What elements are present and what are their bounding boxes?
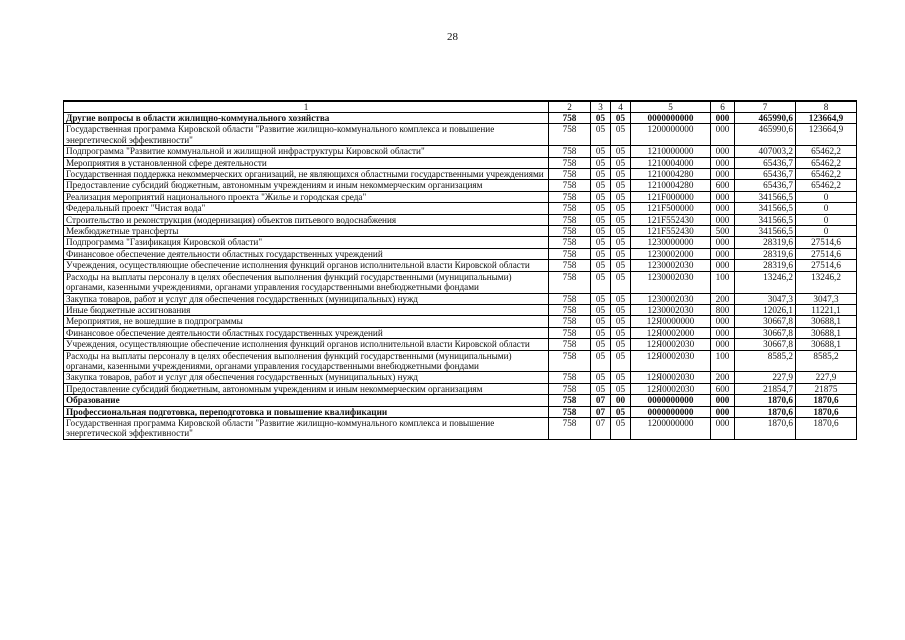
row-name-cell: Предоставление субсидий бюджетным, автономным учреждениям и иным некоммерческим организациям xyxy=(64,383,549,394)
row-amount-1-cell: 227,9 xyxy=(735,372,796,383)
row-amount-2-cell: 3047,3 xyxy=(796,293,857,304)
row-expense-type-cell: 000 xyxy=(711,214,735,225)
row-target-article-cell: 1210004280 xyxy=(631,180,711,191)
row-expense-type-cell: 000 xyxy=(711,169,735,180)
row-subsection-cell: 05 xyxy=(611,383,631,394)
row-section-cell: 05 xyxy=(591,304,611,315)
row-name-cell: Другие вопросы в области жилищно-коммунального хозяйства xyxy=(64,113,549,124)
row-amount-2-cell: 27514,6 xyxy=(796,237,857,248)
row-amount-1-cell: 1870,6 xyxy=(735,406,796,417)
row-section-cell: 05 xyxy=(591,146,611,157)
row-target-article-cell: 1230002000 xyxy=(631,248,711,259)
row-target-article-cell: 121F552430 xyxy=(631,226,711,237)
row-target-article-cell: 1230000000 xyxy=(631,237,711,248)
row-section-cell: 05 xyxy=(591,372,611,383)
column-header: 1 xyxy=(64,101,549,113)
row-amount-2-cell: 30688,1 xyxy=(796,327,857,338)
row-subsection-cell: 05 xyxy=(611,350,631,372)
row-amount-1-cell: 8585,2 xyxy=(735,350,796,372)
row-ministry-code-cell: 758 xyxy=(549,339,591,350)
row-section-cell: 05 xyxy=(591,327,611,338)
row-amount-2-cell: 65462,2 xyxy=(796,146,857,157)
row-ministry-code-cell: 758 xyxy=(549,157,591,168)
row-section-cell: 05 xyxy=(591,203,611,214)
row-amount-1-cell: 465990,6 xyxy=(735,113,796,124)
row-amount-2-cell: 0 xyxy=(796,203,857,214)
row-name-cell: Государственная поддержка некоммерческих организаций, не являющихся областными государственными учреждениями xyxy=(64,169,549,180)
row-ministry-code-cell: 758 xyxy=(549,203,591,214)
row-amount-2-cell: 1870,6 xyxy=(796,417,857,439)
row-ministry-code-cell: 758 xyxy=(549,271,591,293)
column-header: 5 xyxy=(631,101,711,113)
row-subsection-cell: 05 xyxy=(611,237,631,248)
column-header: 2 xyxy=(549,101,591,113)
row-subsection-cell: 05 xyxy=(611,372,631,383)
row-target-article-cell: 1210004280 xyxy=(631,169,711,180)
row-name-cell: Расходы на выплаты персоналу в целях обеспечения выполнения функций государственными (муниципальными) органами, казенными учреждениями, органами управления государственными внебюджетными фондами xyxy=(64,350,549,372)
row-target-article-cell: 1210004000 xyxy=(631,157,711,168)
row-amount-1-cell: 341566,5 xyxy=(735,191,796,202)
row-name-cell: Федеральный проект "Чистая вода" xyxy=(64,203,549,214)
row-section-cell: 07 xyxy=(591,406,611,417)
table-row xyxy=(64,339,857,350)
row-ministry-code-cell: 758 xyxy=(549,417,591,439)
row-section-cell: 05 xyxy=(591,316,611,327)
row-amount-1-cell: 21854,7 xyxy=(735,383,796,394)
row-target-article-cell: 12Я0002030 xyxy=(631,339,711,350)
row-name-cell: Мероприятия в установленной сфере деятельности xyxy=(64,157,549,168)
row-amount-1-cell: 28319,6 xyxy=(735,260,796,271)
row-amount-2-cell: 13246,2 xyxy=(796,271,857,293)
row-expense-type-cell: 100 xyxy=(711,271,735,293)
row-subsection-cell: 05 xyxy=(611,146,631,157)
row-amount-1-cell: 13246,2 xyxy=(735,271,796,293)
row-amount-1-cell: 341566,5 xyxy=(735,226,796,237)
row-subsection-cell: 05 xyxy=(611,203,631,214)
row-expense-type-cell: 000 xyxy=(711,157,735,168)
row-section-cell: 07 xyxy=(591,417,611,439)
row-amount-2-cell: 227,9 xyxy=(796,372,857,383)
row-amount-1-cell: 12026,1 xyxy=(735,304,796,315)
row-ministry-code-cell: 758 xyxy=(549,327,591,338)
row-amount-2-cell: 30688,1 xyxy=(796,339,857,350)
table-row xyxy=(64,146,857,157)
row-amount-2-cell: 8585,2 xyxy=(796,350,857,372)
column-header: 8 xyxy=(796,101,857,113)
row-amount-2-cell: 0 xyxy=(796,214,857,225)
row-amount-2-cell: 123664,9 xyxy=(796,113,857,124)
row-name-cell: Образование xyxy=(64,395,549,406)
table-row xyxy=(64,180,857,191)
row-expense-type-cell: 000 xyxy=(711,316,735,327)
row-section-cell: 05 xyxy=(591,271,611,293)
row-subsection-cell: 05 xyxy=(611,293,631,304)
row-expense-type-cell: 000 xyxy=(711,406,735,417)
row-amount-2-cell: 11221,1 xyxy=(796,304,857,315)
row-target-article-cell: 12Я0000000 xyxy=(631,316,711,327)
table-row xyxy=(64,237,857,248)
row-name-cell: Закупка товаров, работ и услуг для обеспечения государственных (муниципальных) нужд xyxy=(64,372,549,383)
row-amount-2-cell: 65462,2 xyxy=(796,157,857,168)
row-amount-2-cell: 1870,6 xyxy=(796,395,857,406)
row-name-cell: Подпрограмма "Развитие коммунальной и жилищной инфраструктуры Кировской области" xyxy=(64,146,549,157)
row-expense-type-cell: 000 xyxy=(711,203,735,214)
row-subsection-cell: 05 xyxy=(611,248,631,259)
row-expense-type-cell: 000 xyxy=(711,146,735,157)
row-target-article-cell: 12Я0002030 xyxy=(631,372,711,383)
row-amount-2-cell: 27514,6 xyxy=(796,260,857,271)
row-name-cell: Мероприятия, не вошедшие в подпрограммы xyxy=(64,316,549,327)
table-row xyxy=(64,417,857,439)
row-ministry-code-cell: 758 xyxy=(549,124,591,146)
row-target-article-cell: 121F000000 xyxy=(631,191,711,202)
row-target-article-cell: 0000000000 xyxy=(631,113,711,124)
row-subsection-cell: 05 xyxy=(611,113,631,124)
row-section-cell: 05 xyxy=(591,169,611,180)
row-section-cell: 05 xyxy=(591,383,611,394)
row-name-cell: Предоставление субсидий бюджетным, автономным учреждениям и иным некоммерческим организациям xyxy=(64,180,549,191)
row-target-article-cell: 0000000000 xyxy=(631,395,711,406)
row-section-cell: 05 xyxy=(591,237,611,248)
table-row xyxy=(64,271,857,293)
row-section-cell: 05 xyxy=(591,293,611,304)
row-amount-1-cell: 65436,7 xyxy=(735,157,796,168)
row-subsection-cell: 05 xyxy=(611,169,631,180)
row-ministry-code-cell: 758 xyxy=(549,260,591,271)
table-row xyxy=(64,214,857,225)
row-target-article-cell: 1230002030 xyxy=(631,271,711,293)
table-row xyxy=(64,113,857,124)
row-section-cell: 05 xyxy=(591,260,611,271)
row-amount-1-cell: 465990,6 xyxy=(735,124,796,146)
table-row xyxy=(64,124,857,146)
row-subsection-cell: 00 xyxy=(611,395,631,406)
row-amount-1-cell: 65436,7 xyxy=(735,169,796,180)
row-subsection-cell: 05 xyxy=(611,339,631,350)
row-amount-1-cell: 341566,5 xyxy=(735,214,796,225)
row-name-cell: Межбюджетные трансферты xyxy=(64,226,549,237)
row-target-article-cell: 121F500000 xyxy=(631,203,711,214)
row-name-cell: Реализация мероприятий национального проекта "Жилье и городская среда" xyxy=(64,191,549,202)
row-amount-1-cell: 407003,2 xyxy=(735,146,796,157)
row-name-cell: Финансовое обеспечение деятельности областных государственных учреждений xyxy=(64,248,549,259)
row-ministry-code-cell: 758 xyxy=(549,113,591,124)
row-name-cell: Иные бюджетные ассигнования xyxy=(64,304,549,315)
row-target-article-cell: 12Я0002030 xyxy=(631,350,711,372)
row-subsection-cell: 05 xyxy=(611,271,631,293)
table-header-row xyxy=(64,101,857,113)
table-row xyxy=(64,248,857,259)
row-amount-1-cell: 341566,5 xyxy=(735,203,796,214)
row-expense-type-cell: 000 xyxy=(711,191,735,202)
row-expense-type-cell: 000 xyxy=(711,113,735,124)
row-subsection-cell: 05 xyxy=(611,417,631,439)
row-ministry-code-cell: 758 xyxy=(549,406,591,417)
row-ministry-code-cell: 758 xyxy=(549,214,591,225)
column-header: 3 xyxy=(591,101,611,113)
row-expense-type-cell: 000 xyxy=(711,260,735,271)
row-amount-1-cell: 1870,6 xyxy=(735,417,796,439)
row-ministry-code-cell: 758 xyxy=(549,293,591,304)
row-ministry-code-cell: 758 xyxy=(549,237,591,248)
row-section-cell: 05 xyxy=(591,113,611,124)
column-header: 6 xyxy=(711,101,735,113)
table-row xyxy=(64,372,857,383)
row-subsection-cell: 05 xyxy=(611,157,631,168)
row-ministry-code-cell: 758 xyxy=(549,180,591,191)
row-target-article-cell: 0000000000 xyxy=(631,406,711,417)
row-target-article-cell: 1210000000 xyxy=(631,146,711,157)
table-row xyxy=(64,316,857,327)
row-expense-type-cell: 100 xyxy=(711,350,735,372)
row-ministry-code-cell: 758 xyxy=(549,383,591,394)
row-ministry-code-cell: 758 xyxy=(549,350,591,372)
column-header: 4 xyxy=(611,101,631,113)
row-amount-2-cell: 21875 xyxy=(796,383,857,394)
row-target-article-cell: 1230002030 xyxy=(631,304,711,315)
row-subsection-cell: 05 xyxy=(611,327,631,338)
row-subsection-cell: 05 xyxy=(611,304,631,315)
row-expense-type-cell: 000 xyxy=(711,417,735,439)
row-ministry-code-cell: 758 xyxy=(549,191,591,202)
row-amount-2-cell: 123664,9 xyxy=(796,124,857,146)
row-name-cell: Закупка товаров, работ и услуг для обеспечения государственных (муниципальных) нужд xyxy=(64,293,549,304)
row-target-article-cell: 12Я0002000 xyxy=(631,327,711,338)
table-row xyxy=(64,327,857,338)
row-section-cell: 05 xyxy=(591,248,611,259)
row-amount-1-cell: 3047,3 xyxy=(735,293,796,304)
row-name-cell: Государственная программа Кировской области "Развитие жилищно-коммунального комплекса и повышение энергетической эффективности" xyxy=(64,417,549,439)
row-amount-2-cell: 0 xyxy=(796,226,857,237)
row-subsection-cell: 05 xyxy=(611,316,631,327)
row-amount-1-cell: 65436,7 xyxy=(735,180,796,191)
row-amount-1-cell: 1870,6 xyxy=(735,395,796,406)
row-expense-type-cell: 200 xyxy=(711,293,735,304)
row-section-cell: 05 xyxy=(591,180,611,191)
row-expense-type-cell: 000 xyxy=(711,237,735,248)
table-row xyxy=(64,406,857,417)
row-expense-type-cell: 000 xyxy=(711,395,735,406)
row-subsection-cell: 05 xyxy=(611,191,631,202)
row-target-article-cell: 12Я0002030 xyxy=(631,383,711,394)
table-row xyxy=(64,395,857,406)
row-ministry-code-cell: 758 xyxy=(549,146,591,157)
row-section-cell: 05 xyxy=(591,339,611,350)
row-subsection-cell: 05 xyxy=(611,260,631,271)
column-header: 7 xyxy=(735,101,796,113)
row-target-article-cell: 1230002030 xyxy=(631,260,711,271)
row-subsection-cell: 05 xyxy=(611,226,631,237)
row-expense-type-cell: 500 xyxy=(711,226,735,237)
row-section-cell: 05 xyxy=(591,226,611,237)
table-row xyxy=(64,260,857,271)
row-ministry-code-cell: 758 xyxy=(549,395,591,406)
row-ministry-code-cell: 758 xyxy=(549,169,591,180)
row-subsection-cell: 05 xyxy=(611,124,631,146)
row-section-cell: 05 xyxy=(591,214,611,225)
row-name-cell: Подпрограмма "Газификация Кировской области" xyxy=(64,237,549,248)
table-row xyxy=(64,350,857,372)
row-ministry-code-cell: 758 xyxy=(549,226,591,237)
row-name-cell: Профессиональная подготовка, переподготовка и повышение квалификации xyxy=(64,406,549,417)
row-target-article-cell: 1230002030 xyxy=(631,293,711,304)
budget-table xyxy=(63,100,857,440)
row-expense-type-cell: 800 xyxy=(711,304,735,315)
row-amount-1-cell: 30667,8 xyxy=(735,339,796,350)
row-amount-2-cell: 27514,6 xyxy=(796,248,857,259)
row-amount-2-cell: 30688,1 xyxy=(796,316,857,327)
row-amount-2-cell: 1870,6 xyxy=(796,406,857,417)
row-amount-1-cell: 28319,6 xyxy=(735,248,796,259)
row-name-cell: Государственная программа Кировской области "Развитие жилищно-коммунального комплекса и повышение энергетической эффективности" xyxy=(64,124,549,146)
row-name-cell: Учреждения, осуществляющие обеспечение исполнения функций органов исполнительной власти Кировской области xyxy=(64,339,549,350)
row-ministry-code-cell: 758 xyxy=(549,316,591,327)
row-ministry-code-cell: 758 xyxy=(549,304,591,315)
row-ministry-code-cell: 758 xyxy=(549,372,591,383)
table-row xyxy=(64,191,857,202)
row-expense-type-cell: 000 xyxy=(711,327,735,338)
row-expense-type-cell: 600 xyxy=(711,383,735,394)
table-row xyxy=(64,383,857,394)
row-target-article-cell: 121F552430 xyxy=(631,214,711,225)
table-row xyxy=(64,157,857,168)
row-amount-1-cell: 30667,8 xyxy=(735,316,796,327)
row-amount-2-cell: 65462,2 xyxy=(796,180,857,191)
row-expense-type-cell: 000 xyxy=(711,124,735,146)
row-section-cell: 05 xyxy=(591,157,611,168)
table-row xyxy=(64,203,857,214)
table-row xyxy=(64,169,857,180)
row-section-cell: 05 xyxy=(591,191,611,202)
table-body xyxy=(64,113,857,440)
row-subsection-cell: 05 xyxy=(611,214,631,225)
page-number: 28 xyxy=(447,31,458,43)
row-name-cell: Расходы на выплаты персоналу в целях обеспечения выполнения функций государственными (муниципальными) органами, казенными учреждениями, органами управления государственными внебюджетными фондами xyxy=(64,271,549,293)
table-row xyxy=(64,304,857,315)
row-amount-1-cell: 28319,6 xyxy=(735,237,796,248)
row-amount-2-cell: 65462,2 xyxy=(796,169,857,180)
row-subsection-cell: 05 xyxy=(611,406,631,417)
row-ministry-code-cell: 758 xyxy=(549,248,591,259)
row-section-cell: 07 xyxy=(591,395,611,406)
row-name-cell: Учреждения, осуществляющие обеспечение исполнения функций органов исполнительной власти Кировской области xyxy=(64,260,549,271)
row-expense-type-cell: 600 xyxy=(711,180,735,191)
table-row xyxy=(64,226,857,237)
row-amount-2-cell: 0 xyxy=(796,191,857,202)
row-target-article-cell: 1200000000 xyxy=(631,124,711,146)
row-expense-type-cell: 200 xyxy=(711,372,735,383)
row-subsection-cell: 05 xyxy=(611,180,631,191)
row-expense-type-cell: 000 xyxy=(711,339,735,350)
row-section-cell: 05 xyxy=(591,350,611,372)
row-expense-type-cell: 000 xyxy=(711,248,735,259)
row-name-cell: Строительство и реконструкция (модернизация) объектов питьевого водоснабжения xyxy=(64,214,549,225)
row-name-cell: Финансовое обеспечение деятельности областных государственных учреждений xyxy=(64,327,549,338)
row-amount-1-cell: 30667,8 xyxy=(735,327,796,338)
row-section-cell: 05 xyxy=(591,124,611,146)
row-target-article-cell: 1200000000 xyxy=(631,417,711,439)
table-row xyxy=(64,293,857,304)
